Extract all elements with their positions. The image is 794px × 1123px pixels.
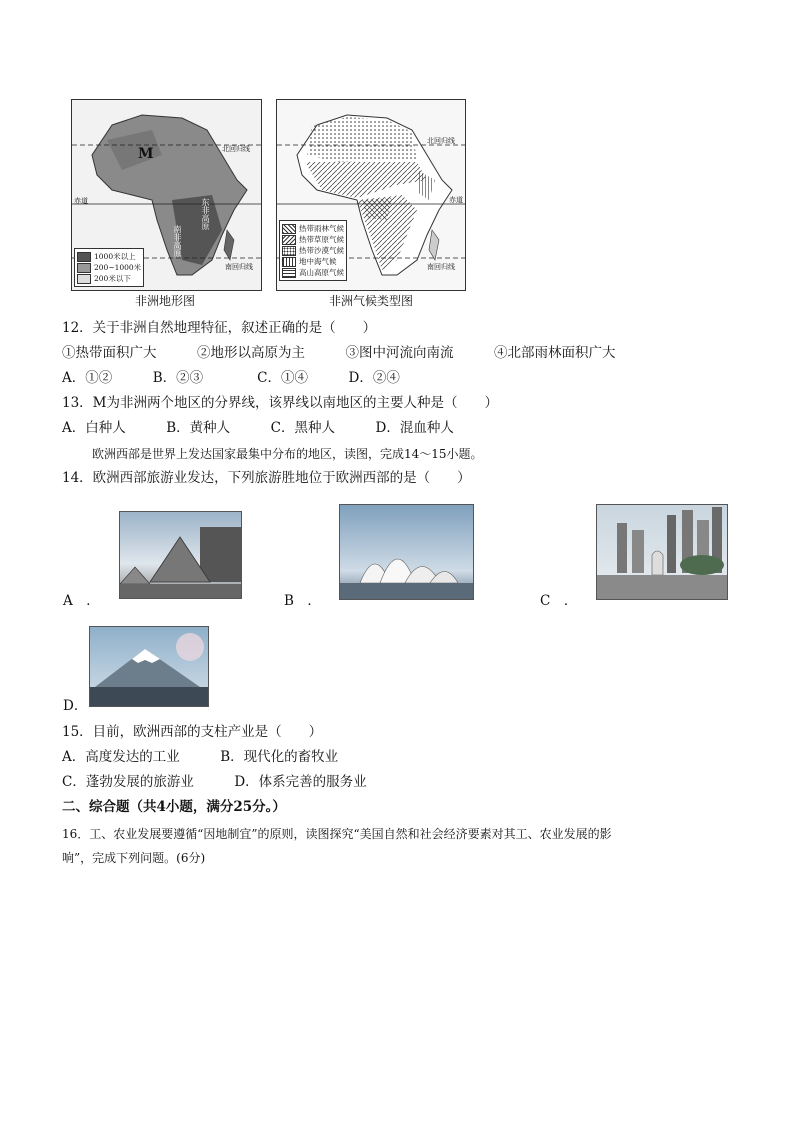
- region-label-east: 东非高原: [201, 198, 210, 230]
- legend-swatch: [282, 268, 296, 278]
- photo-mount-fuji: [89, 626, 209, 707]
- label-m: M: [138, 146, 154, 162]
- q14-label-a: A ．: [63, 593, 100, 609]
- q13-options: A．白种人 B．黄种人 C．黑种人 D．混血种人: [62, 420, 454, 436]
- legend-label: 热带沙漠气候: [299, 246, 344, 255]
- q16-line2: 响”，完成下列问题。(6分): [62, 851, 206, 865]
- south-tropic-label: 南回归线: [225, 263, 253, 271]
- legend-label: 地中海气候: [299, 257, 337, 266]
- q15-options-line2: C．蓬勃发展的旅游业 D．体系完善的服务业: [62, 774, 367, 790]
- region-label-south: 南非高原: [173, 225, 182, 257]
- terrain-legend: [74, 248, 144, 287]
- q12-options: A．①② B．②③ C．①④ D．②④: [62, 370, 400, 386]
- legend-swatch: [77, 274, 91, 284]
- legend-swatch: [77, 252, 91, 262]
- legend-label: 200~1000米: [94, 263, 142, 272]
- south-tropic-label: 南回归线: [427, 263, 455, 271]
- q14-label-c: C ．: [540, 593, 578, 609]
- intro-text: 欧洲西部是世界上发达国家最集中分布的地区，读图，完成14～15小题。: [92, 447, 483, 461]
- q12-stem: 12．关于非洲自然地理特征，叙述正确的是（ ）: [62, 320, 377, 336]
- north-tropic-label: 北回归线: [427, 137, 455, 145]
- q13-stem: 13．M为非洲两个地区的分界线，该界线以南地区的主要人种是（ ）: [62, 395, 499, 411]
- q15-options-line1: A．高度发达的工业 B．现代化的畜牧业: [62, 749, 339, 765]
- legend-swatch: [282, 235, 296, 245]
- q15-stem: 15．目前，欧洲西部的支柱产业是（ ）: [62, 724, 323, 740]
- section-heading: 二、综合题（共4小题，满分25分。）: [62, 799, 286, 815]
- photo-sydney-opera-house: [339, 504, 474, 600]
- legend-label: 热带雨林气候: [299, 224, 344, 233]
- q14-stem: 14．欧洲西部旅游业发达，下列旅游胜地位于欧洲西部的是（ ）: [62, 470, 471, 486]
- photo-louvre: [119, 511, 242, 599]
- equator-label: 赤道: [449, 196, 463, 204]
- climate-legend: [279, 220, 347, 281]
- legend-label: 热带草原气候: [299, 235, 344, 244]
- legend-swatch: [282, 246, 296, 256]
- legend-label: 高山高原气候: [299, 268, 344, 277]
- africa-climate-map: [276, 99, 466, 291]
- legend-swatch: [282, 224, 296, 234]
- q14-label-b: B ．: [284, 593, 321, 609]
- terrain-map-caption: 非洲地形图: [134, 294, 195, 308]
- north-tropic-label: 北回归线: [222, 145, 250, 153]
- legend-swatch: [282, 257, 296, 267]
- legend-label: 200米以下: [94, 274, 131, 283]
- africa-terrain-map: [71, 99, 262, 291]
- legend-label: 1000米以上: [94, 252, 136, 261]
- q14-label-d: D．: [63, 698, 88, 714]
- q16-line1: 16．工、农业发展要遵循“因地制宜”的原则，读图探究“美国自然和社会经济要素对其工、农业发展的影: [62, 827, 612, 841]
- legend-swatch: [77, 263, 91, 273]
- equator-label: 赤道: [74, 197, 88, 205]
- photo-singapore-merlion: [596, 504, 728, 600]
- q12-statements: ①热带面积广大 ②地形以高原为主 ③图中河流向南流 ④北部雨林面积广大: [62, 345, 616, 361]
- climate-map-caption: 非洲气候类型图: [328, 294, 413, 308]
